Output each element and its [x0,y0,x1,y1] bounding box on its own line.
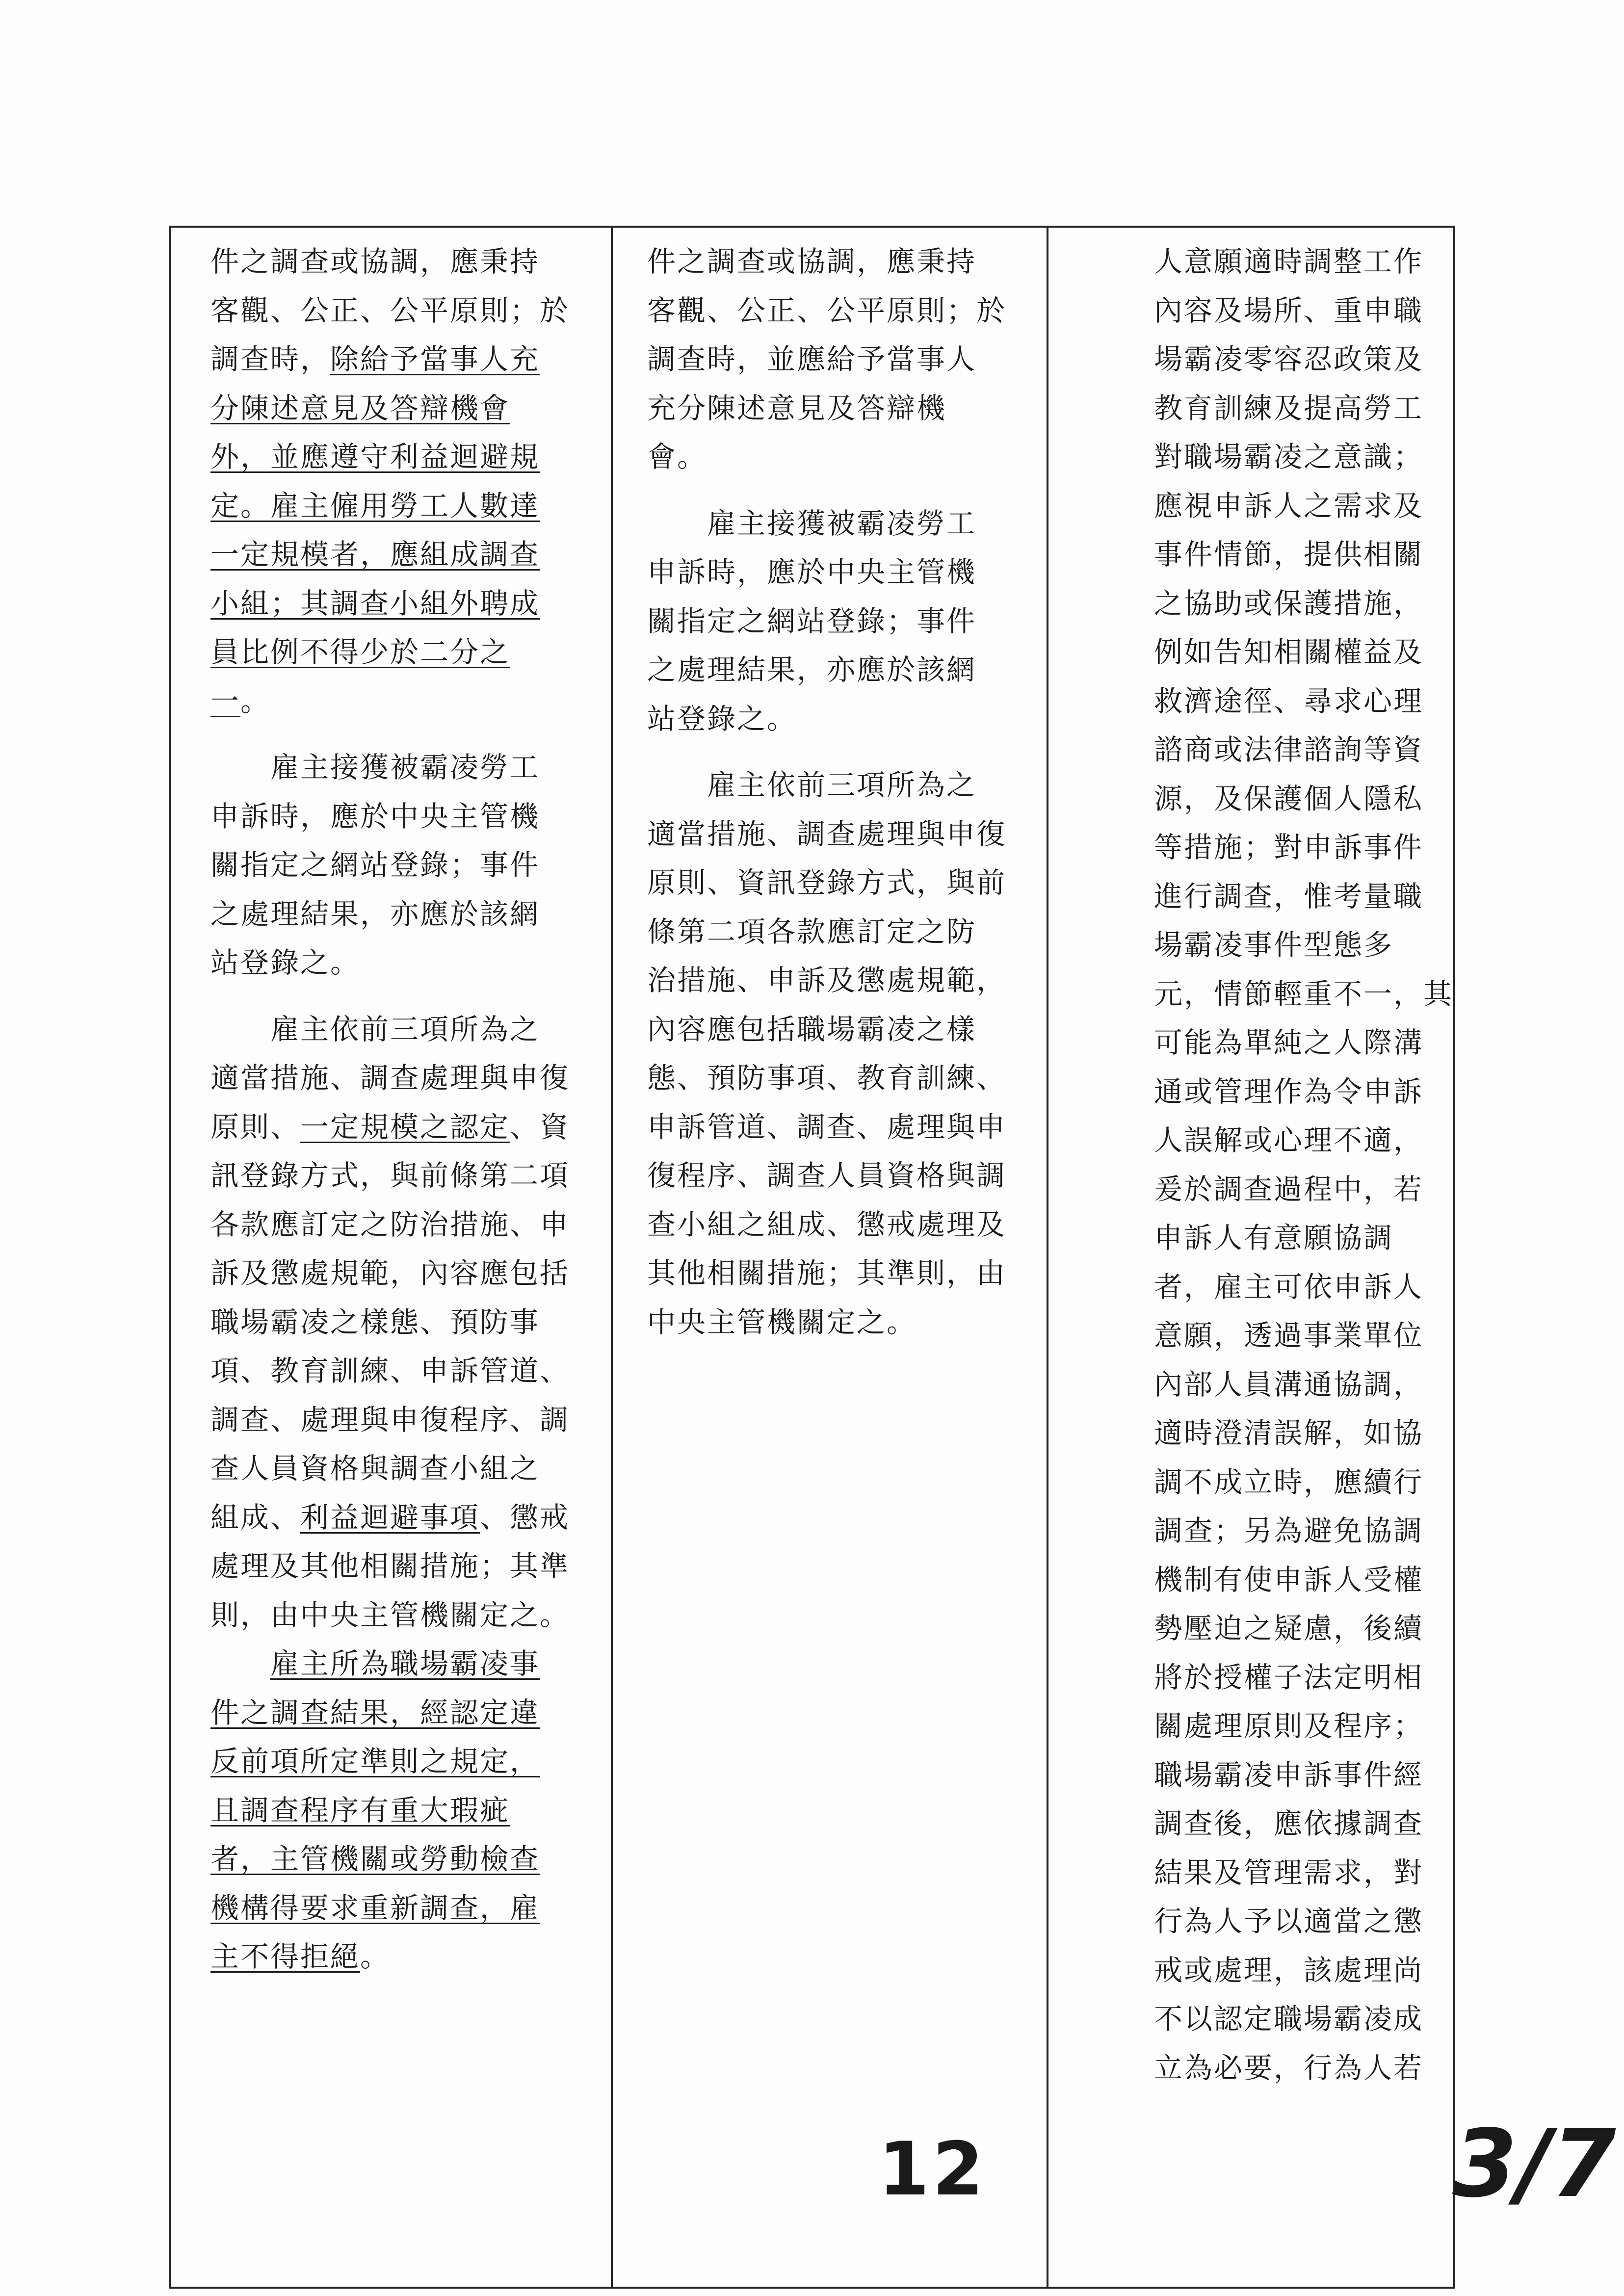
text-line: 項、教育訓練、申訴管道、 [210,1354,570,1387]
text-line: 關指定之網站登錄；事件 [647,604,977,638]
underlined-amendment: 機構得要求重新調查，雇 [210,1891,540,1925]
current-provision-text [647,237,1032,1347]
text-line [210,1737,596,1786]
text-line: 件之調查或協調，應秉持 [647,245,977,278]
text-line: 職場霸凌申訴事件經 [1154,1758,1424,1792]
paragraph-gap [647,743,1032,761]
underlined-amendment: 一定規模之認定 [300,1110,510,1144]
underlined-amendment: 分陳述意見及答辯機會 [210,391,510,425]
handwritten-page-mark: 3/7 [1452,2110,1616,2218]
text-line: 救濟途徑、尋求心理 [1154,684,1424,718]
text-line: 調查時，並應給予當事人 [647,342,977,376]
text-line: 之協助或保護措施， [1154,586,1424,620]
text-line: 勢壓迫之疑慮，後續 [1154,1612,1424,1645]
text-line: 件之調查或協調，應秉持 [210,245,540,278]
explanation-text [1154,237,1454,2092]
underlined-amendment: 者，主管機關或勞動檢查 [210,1842,540,1876]
comparison-table [169,226,1455,2289]
text-line: 訴及懲處規範，內容應包括 [210,1256,570,1290]
text-line: 申訴管道、調查、處理與申 [647,1110,1007,1144]
text-line: 職場霸凌之樣態、預防事 [210,1305,540,1339]
text-line [210,628,596,677]
text-line: 通或管理作為令申訴 [1154,1074,1424,1108]
text-line: 適當措施、調查處理與申復 [647,817,1007,851]
text-line: 將於授權子法定明相 [1154,1660,1424,1694]
text-line: 雇主接獲被霸凌勞工 [210,751,540,784]
text-line: 教育訓練及提高勞工 [1154,391,1424,425]
text-line: 不以認定職場霸凌成 [1154,2002,1424,2035]
text-line: 治措施、申訴及懲處規範， [647,964,1007,997]
text-line: 中央主管機關定之。 [647,1305,917,1339]
text-line: 申訴人有意願協調 [1154,1221,1394,1254]
text-line: 人意願適時調整工作 [1154,245,1424,278]
text-line: 會。 [647,440,707,473]
paragraph-gap [647,482,1032,499]
text-line: 查小組之組成、懲戒處理及 [647,1207,1007,1241]
text-line [210,482,596,531]
underlined-amendment: 利益迴避事項 [300,1500,480,1534]
underlined-amendment: 定。雇主僱用勞工人數達 [210,489,540,522]
text-line: 調不成立時，應續行 [1154,1465,1424,1499]
text-line [210,1640,596,1689]
underlined-amendment: 除給予當事人充 [330,342,540,376]
page-number: 12 [878,2127,987,2212]
underlined-amendment: 主不得拒絕 [210,1940,361,1973]
text-line: 意願，透過事業單位 [1154,1319,1424,1352]
text-line [210,1786,596,1835]
text-line: 立為必要，行為人若 [1154,2051,1424,2085]
text-line: 關指定之網站登錄；事件 [210,848,540,882]
text-line: 行為人予以適當之懲 [1154,1905,1424,1938]
text-line: 機制有使申訴人受權 [1154,1563,1424,1596]
text-line: 內容及場所、重申職 [1154,293,1424,327]
column-amended-text [171,228,613,2287]
text-line [210,1835,596,1884]
text-line: 源，及保護個人隱私 [1154,782,1424,815]
text-line: 諮商或法律諮詢等資 [1154,733,1424,766]
text-line: 場霸凌零容忍政策及 [1154,342,1424,376]
text-line: 主不得拒絕。 [210,1940,391,1973]
text-line: 元，情節輕重不一，其 [1154,977,1454,1011]
text-line: 人誤解或心理不適， [1154,1123,1424,1157]
text-line: 對職場霸凌之意識； [1154,440,1424,473]
text-line: 條第二項各款應訂定之防 [647,914,977,948]
column-explanation [1048,228,1457,2287]
underlined-amendment: 一定規模者，應組成調查 [210,538,540,571]
text-line: 雇主依前三項所為之 [647,768,977,802]
text-line: 客觀、公正、公平原則；於 [210,293,570,327]
text-line: 之處理結果，亦應於該網 [210,897,540,931]
text-line: 結果及管理需求，對 [1154,1855,1424,1889]
text-line [210,579,596,628]
text-line: 原則、一定規模之認定、資 [210,1110,570,1144]
text-line [210,433,596,482]
text-line: 適當措施、調查處理與申復 [210,1061,570,1095]
text-line: 充分陳述意見及答辯機 [647,391,947,425]
text-line: 站登錄之。 [647,702,797,735]
text-line: 則，由中央主管機關定之。 [210,1598,570,1632]
text-line: 可能為單純之人際溝 [1154,1026,1424,1059]
text-line: 雇主接獲被霸凌勞工 [647,506,977,540]
underlined-amendment: 且調查程序有重大瑕疵 [210,1793,510,1827]
paragraph-gap [210,726,596,743]
text-line: 內容應包括職場霸凌之樣 [647,1012,977,1046]
text-line: 內部人員溝通協調， [1154,1367,1424,1401]
underlined-amendment: 員比例不得少於二分之 [210,635,510,669]
text-line [210,1689,596,1738]
text-line: 者，雇主可依申訴人 [1154,1270,1424,1304]
text-line: 調查時，除給予當事人充 [210,342,540,376]
text-line: 各款應訂定之防治措施、申 [210,1207,570,1241]
text-line [210,1884,596,1933]
text-line: 例如告知相關權益及 [1154,635,1424,669]
paragraph-gap [210,988,596,1005]
text-line: 應視申訴人之需求及 [1154,489,1424,522]
text-line: 組成、利益迴避事項、懲戒 [210,1500,570,1534]
text-line: 原則、資訊登錄方式，與前 [647,866,1007,899]
text-line: 調查；另為避免協調 [1154,1514,1424,1547]
text-line [210,384,596,433]
underlined-amendment: 雇主所為職場霸凌事 [270,1647,540,1680]
text-line: 復程序、調查人員資格與調 [647,1159,1007,1192]
text-line [210,530,596,579]
text-line: 一。 [210,684,271,718]
underlined-amendment: 一 [210,684,241,718]
text-line: 進行調查，惟考量職 [1154,879,1424,913]
text-line: 其他相關措施；其準則，由 [647,1256,1007,1290]
text-line: 事件情節，提供相關 [1154,538,1424,571]
text-line: 場霸凌事件型態多 [1154,928,1394,962]
underlined-amendment: 外，並應遵守利益迴避規 [210,440,540,473]
text-line: 查人員資格與調查小組之 [210,1452,540,1485]
text-line: 之處理結果，亦應於該網 [647,653,977,686]
text-line: 調查後，應依據調查 [1154,1807,1424,1840]
text-line: 申訴時，應於中央主管機 [647,555,977,589]
text-line: 關處理原則及程序； [1154,1709,1424,1743]
text-line: 雇主依前三項所為之 [210,1012,540,1046]
underlined-amendment: 小組；其調查小組外聘成 [210,586,540,620]
amended-provision-text [210,237,596,1982]
underlined-amendment: 反前項所定準則之規定， [210,1745,540,1778]
text-line: 調查、處理與申復程序、調 [210,1403,570,1436]
text-line: 適時澄清誤解，如協 [1154,1416,1424,1450]
text-line: 態、預防事項、教育訓練、 [647,1061,1007,1095]
text-line: 處理及其他相關措施；其準 [210,1549,570,1583]
text-line: 客觀、公正、公平原則；於 [647,293,1007,327]
text-line: 爰於調查過程中，若 [1154,1172,1424,1206]
column-current-text [613,228,1048,2287]
text-line: 戒或處理，該處理尚 [1154,1953,1424,1987]
underlined-amendment: 件之調查結果，經認定違 [210,1696,540,1729]
text-line: 訊登錄方式，與前條第二項 [210,1159,570,1192]
text-line: 申訴時，應於中央主管機 [210,799,540,833]
text-line: 站登錄之。 [210,946,361,979]
text-line: 等措施；對申訴事件 [1154,831,1424,864]
